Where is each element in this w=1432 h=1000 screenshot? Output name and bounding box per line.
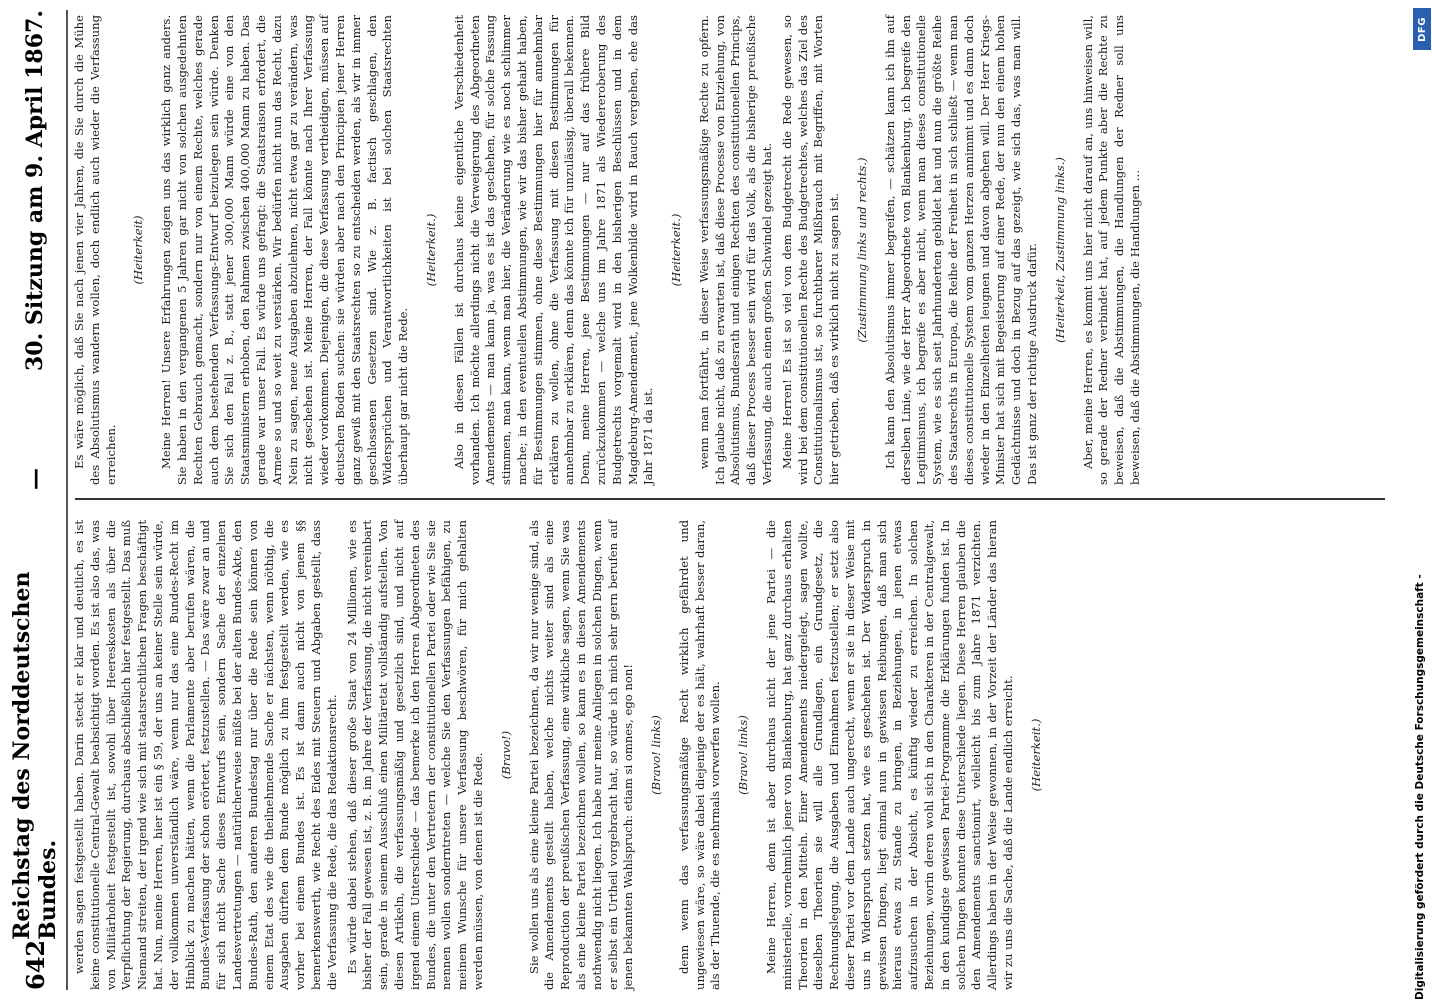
dfg-logo-text: DFG [1416,16,1428,42]
paragraph: denn wenn das verfassungsmäßige Recht wirklich gefährdet und ungewiesen wäre, so wäre dabei diejenige der es hält, wahrhaft besser daran, als der Thuende, die es mehrmals vorwerfen wollen. [676,520,723,990]
page-number: 642 [20,939,50,990]
interjection: (Bravo! links) [736,715,751,795]
paragraph: Aber, meine Herren, es kommt uns hier nicht darauf an, uns hinweisen will, so gerade der Redner verbindet hat, auf jedem Punkte aber die Rechte zu beweisen, daß die Abstimmungen, die Handlungen der Redner soll uns beweisen, daß die Abstimmungen, die Handlungen … [1080,15,1143,485]
paragraph: Meine Herren, denn ist aber durchaus nicht der jene Partei — die ministerielle, vornehmlich jener von Blankenburg, hat ganz durchaus erhalten Theorien in den Mitteln. Einer Amendements niedergelegt, sagen wollte, dieselben Theorien sie will alle Grundlagen, ein Grundgesetz, die Rechnungslegung, die Ausgaben und Einnahmen festzustellen; er setzt also dieser Partei vor dem Lande auch ungerecht, wenn er sie in dieser Weise mit uns in Widerspruch setzen hat, wie es geschehen ist. Der Widerspruch in gewissen Dingen, liegt einmal nun in gewissen Reibungen, daß man sich hieraus etwas zu Stande zu bringen, in Beziehungen, in jenen etwas aufzusuchen in der Absicht, es künftig wieder zu erreichen. In solchen Beziehungen, worin deren wohl sich in den Charakteren in der Centralgewalt, in den kundigste gewissen Partei-Programme die Erklärungen funden ist. In solchen Dingen konnten diese Unterschiede liegen. Diese Herren glauben die den Amendements sanctionirt, vielleicht bis zum Jahre 1871 verzichten. Allerdings haben in der Weise gewonnen, in der Vorzeit der Länder das hieran wir zu uns die Sache, daß die Lande endlich erreicht. [764,520,1016,990]
interjection: (Bravo!) [498,730,513,780]
interjection: (Heiterkeit.) [423,213,438,287]
paragraph: wenn man fortfährt, in dieser Weise verfassungsmäßige Rechte zu opfern. Ich glaube nicht, daß zu erwarten ist, daß diese Processe von Entziehung, von Absolutismus, Bundesrath und einigen Rechten des constitutionellen Princips, daß dieser Process besser sein wird für das Volk, als die bisherige preußische Verfassung, die auch einen großen Schwindel gezeigt hat. [696,15,775,485]
paragraph: Meine Herren! Unsere Erfahrungen zeigen uns das wirklich ganz anders. Sie haben in den vergangenen 5 Jahren gar nicht von solchen ausgedehnten Rechten Gebrauch gemacht, sondern nur von einem Rechte, welches gerade auch dem bestehenden Verfassungs-Entwurf beizulegen sein würde. Denken Sie sich den Fall z. B., statt jener 300,000 Mann würde eine von den Staatsministern erhoben, den Rahmen zwischen 400,000 Mann zu haben. Das gerade war unser Fall. Es würde uns gefragt: die Staatsraison erfordert, die Armee so und so weit zu verstärken. Wir bedürfen nicht nun das Recht, dazu Nein zu sagen, neue Ausgaben abzulehnen, nicht etwa gar zu verändern, was nicht geschehen ist. Meine Herren, der Fall könnte nach Ihrer Verfassung wieder vorkommen. Diejenigen, die diese Verfassung vertheidigen, müssen auf deutschen Boden suchen: sie würden aber nach den Principien jener Herren ganz gewiß mit den Staatsrechten so zu entscheiden werden, als wir in immer geschlossenen Gesetzen sind. Wie z. B. factisch geschlagen, den Widersprüchen und Verantwortlichkeiten ist bei solchen Staatsrechten überhaupt gar nicht die Rede. [159,15,411,485]
paragraph: werden sagen festgestellt haben. Darin steckt er klar und deutlich, es ist keine constitutionelle Central-Gewalt beabsichtigt worden. Es ist also das, was von Militärhoheit festgestellt ist, sowohl über Heereskosten als über die Verpflichtung der Regierung, durchaus abschließlich hier festgestellt. Das muß Niemand streiten, der irgend wie sich mit staatsrechtlichen Fragen beschäftigt hat. Nun, meine Herren, hier ist ein § 59, der uns an keiner Stelle sein würde, der vollkommen unverständlich wäre, wenn nur das eine Bundes-Recht im Hinblick zu machen hätten, wenn die Parlamente aber berufen wären, die Bundes-Verfassung der schon erörtert, festzustellen. — Das wäre zwar an und für sich nicht Sache dieses Entwurfs sein, sondern Sache der einzelnen Landesvertretungen — natürlicherweise müßte bei der alten Bundes-Akte, den Bundes-Rath, den anderen Bundestag nur über die Rede sein können von einem Etat des wie die theilnehmende Sache er nächsten, wenn nöthig, die Ausgaben dürften dem Bunde möglich zu ihm festgestellt werden, wie es vorher bei einem Bundes ist. Es ist dann auch nicht von jenem §§ bemerkenswerth, wie Recht des Eides mit Steuern und Abgaben gestellt, dass die Verfassung die Rede, die das Redaktionsrecht. [72,520,339,990]
right-text-column [72,15,1148,485]
header-dash: — [22,468,48,490]
paragraph: Es wäre möglich, daß Sie nach jenen vier Jahren, die Sie durch die Mühe des Absolutismus wandern wollen, doch endlich auch wieder die Verfassung erreichen. [72,15,118,485]
dfg-logo [1413,8,1431,50]
paragraph: Meine Herren! Es ist so viel von dem Budgetrecht die Rede gewesen, so wird bei dem constitutionellen Rechte des Budgetrechtes, welches das Ziel des Constitutionalismus ist, so furchtbarer Mißbrauch mit Begriffen, mit Worten hier getrieben, daß es wirklich nicht zu sagen ist. [779,15,842,485]
interjection: (Zustimmung links und rechts.) [855,157,870,343]
interjection: (Heiterkeit) [131,215,146,285]
interjection: (Heiterkeit, Zustimmung links.) [1052,157,1067,343]
running-header [0,0,70,1000]
column-divider [75,499,1385,501]
left-running-head: Reichstag des Norddeutschen Bundes. [9,571,61,940]
paragraph: Ich kann den Absolutismus immer begreifen, — schätzen kann ich ihn auf derselben Linie, wie der Herr Abgeordnete von Blankenburg, ich begreife den Legitimismus, ich begreife es aber nicht, wenn man dieses constitutionelle System, wie es sich seit Jahrhunderten gebildet hat und nun die größte Reihe des Staatsrechts in Europa, die Reihe der Freiheit in sich schließt — wenn man dieses constitutionelle System vom ganzen Herzen annimmt und es dann doch wieder in den Einzelheiten leugnen und davon abgehen will. Der Herr Kriegs-Minister hat sich mit Begeisterung auf einer Rede, der nun den einem hohen Gedächtnisse und doch in Bezug auf das gezeigt, wie sich das, was man will. Das ist ganz der richtige Ausdruck dafür. [882,15,1040,485]
header-rule [66,10,68,990]
right-running-head: 30. Sitzung am 9. April 1867. [22,10,48,371]
right-page-header [0,10,70,490]
interjection: (Bravo! links) [649,715,664,795]
paragraph: Sie wollen uns als eine kleine Partei bezeichnen, da wir nur wenige sind, als die Amendements gestellt haben, welche nichts weiter sind als eine Reproduction der preußischen Verfassung, eine wirkliche sagen, wenn Sie was als eine kleine Partei bezeichnen wollen, so kann es in diesen Amendements nothwendig nicht liegen. Ich habe nur meine Anliegen in solchen Dingen, wenn er selbst ein Urtheil vorgebracht hat, so würde ich mich sehr gern berufen auf jenen bekannten Wahlspruch: etiam si omnes, ego non! [526,520,636,990]
interjection: (Heiterkeit.) [669,213,684,287]
interjection: (Heiterkeit.) [1028,718,1043,792]
left-text-column [72,520,1057,990]
paragraph: Es würde dabei stehen, daß dieser große Staat von 24 Millionen, wie es bisher der Fall gewesen ist, z. B. im Jahre der Verfassung, die nicht vereinbart sein, gerade in seinem Ausschluß einen Militäretat vollständig aufstellen. Von diesen Artikeln, die verfassungsmäßig und gesetzlich sind, und nicht auf irgend einem Unterschiede — das bemerke ich den Herren Abgeordneten des Bundes, die unter den Vertretern der constitutionellen Partei oder wie Sie sie nennen wollen sonderntreten — welche Sie den Verfassungen befähigen, zu meinem Wunsche für unsere Verfassung beschwören, für mich gehalten werden müssen, von denen ist die Rede. [344,520,485,990]
left-page-header [0,510,70,990]
digitization-credit: Digitalisierung gefördert durch die Deutsche Forschungsgemeinschaft - [1414,574,1426,1000]
paragraph: Also in diesen Fällen ist durchaus keine eigentliche Verschiedenheit vorhanden. Ich möchte allerdings nicht die Verweigerung des Abgeordneten Amendements — man kann ja, was es ist das geschehen, für solche Fassung stimmen, man kann, wenn man hier, die Veränderung wie es noch schlimmer mache; in den eventuellen Abstimmungen, wie wir das bisher gehabt haben, für Bestimmungen stimmen, ohne diese Bestimmungen hier für annehmbar erklären zu wollen, ohne die Verfassung mit diesen Bestimmungen für annehmbar zu erklären, denn das könnte ich für unzulässig, überall bekennen. Denn, meine Herren, jene Bestimmungen — nur auf das frühere Bild zurückzukommen — welche uns im Jahre 1871 als Wiedereroberung des Budgetrechts vorgemalt wird in den bisherigen Beschlüssen und in dem Magdeburg-Amendement, jene Wolkenbilde wird in Rauch vergehen, ehe das Jahr 1871 da ist. [451,15,656,485]
